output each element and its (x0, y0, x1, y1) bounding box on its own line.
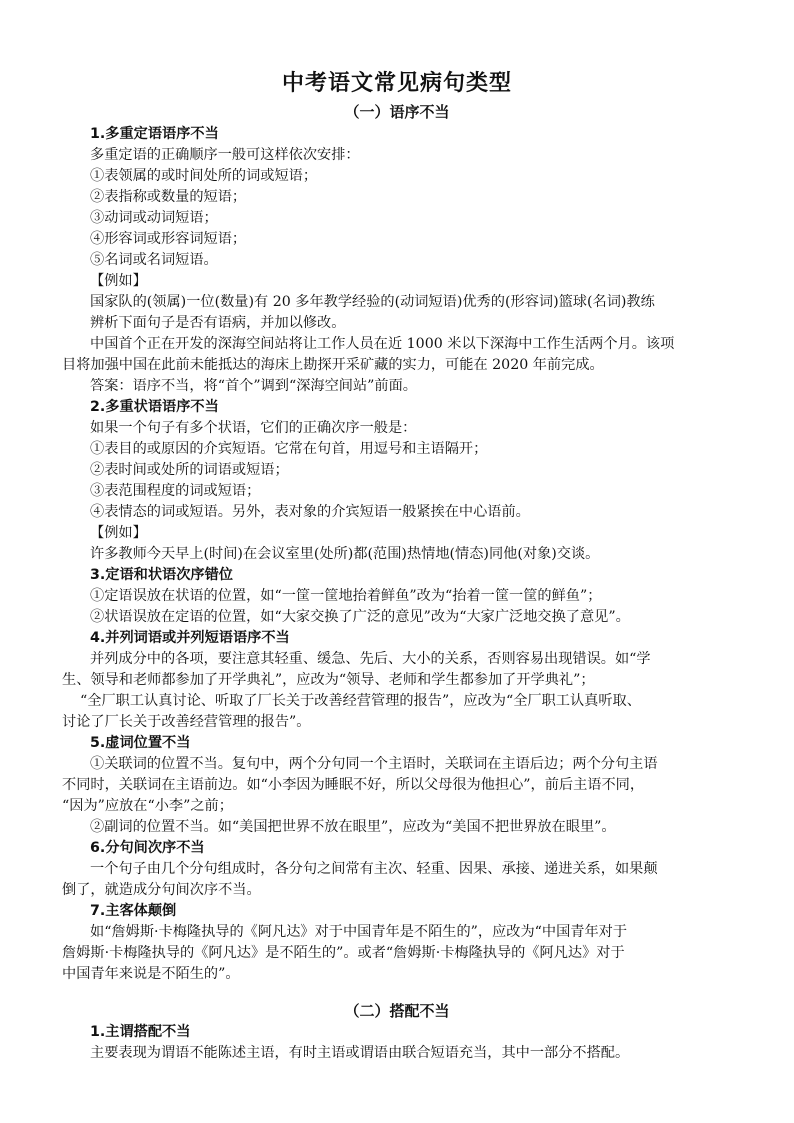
text-line: 倒了，就造成分句间次序不当。 (62, 882, 261, 898)
subheading: 3.定语和状语次序错位 (90, 567, 233, 583)
subheading: 6.分句间次序不当 (90, 840, 205, 856)
subheading: 2.多重状语语序不当 (90, 399, 219, 415)
list-item: ①表目的或原因的介宾短语。它常在句首，用逗号和主语隔开； (90, 441, 488, 457)
list-item: ②表指称或数量的短语； (90, 189, 247, 205)
text-line: 主要表现为谓语不能陈述主语，有时主语或谓语由联合短语充当，其中一部分不搭配。 (90, 1045, 630, 1061)
list-item: ①表领属的或时间处所的词或短语； (90, 168, 318, 184)
example-label: 【例如】 (90, 525, 147, 541)
text-line: 中国青年来说是不陌生的”。 (62, 966, 240, 982)
list-item: ②状语误放在定语的位置，如“大家交换了广泛的意见”改为“大家广泛地交换了意见”。 (90, 609, 630, 625)
text-line: 辨析下面句子是否有语病，并加以修改。 (90, 315, 346, 331)
text-line: 多重定语的正确顺序一般可这样依次安排： (90, 147, 360, 163)
list-item: ③表范围程度的词或短语； (90, 483, 261, 499)
list-item: ①关联词的位置不当。复句中，两个分句同一个主语时，关联词在主语后边；两个分句主语 (90, 756, 658, 772)
list-item: ④形容词或形容词短语； (90, 231, 247, 247)
text-line: 答案：语序不当，将“首个”调到“深海空间站”前面。 (90, 378, 417, 394)
section-heading-collocation: （二）搭配不当 (344, 1002, 450, 1020)
list-item: ⑤名词或名词短语。 (90, 252, 218, 268)
subheading: 7.主客体颠倒 (90, 903, 177, 919)
text-line: 并列成分中的各项，要注意其轻重、缓急、先后、大小的关系，否则容易出现错误。如“学 (90, 651, 651, 667)
text-line: 如“詹姆斯·卡梅隆执导的《阿凡达》对于中国青年是不陌生的”，应改为“中国青年对于 (90, 924, 628, 940)
text-line: 许多教师今天早上(时间)在会议室里(处所)都(范围)热情地(情态)同他(对象)交谈。 (90, 546, 600, 562)
list-item: ②表时间或处所的词语或短语； (90, 462, 289, 478)
list-item: ③动词或动词短语； (90, 210, 218, 226)
example-label: 【例如】 (90, 273, 147, 289)
subheading: 1.多重定语语序不当 (90, 126, 219, 142)
subheading: 4.并列词语或并列短语语序不当 (90, 630, 290, 646)
list-item: ②副词的位置不当。如“美国把世界不放在眼里”，应改为“美国不把世界放在眼里”。 (90, 819, 616, 835)
subheading: 5.虚词位置不当 (90, 735, 191, 751)
section-heading-word-order: （一）语序不当 (344, 103, 450, 121)
list-item: ④表情态的词或短语。另外，表对象的介宾短语一般紧挨在中心语前。 (90, 504, 530, 520)
text-line: 讨论了厂长关于改善经营管理的报告”。 (62, 714, 311, 730)
text-line: 詹姆斯·卡梅隆执导的《阿凡达》是不陌生的”。或者“詹姆斯·卡梅隆执导的《阿凡达》对于 (62, 945, 625, 961)
text-line: “全厂职工认真讨论、听取了厂长关于改善经营管理的报告”，应改为“全厂职工认真听取、 (80, 693, 641, 709)
subheading: 1.主谓搭配不当 (90, 1024, 191, 1040)
text-line: “因为”应放在“小李”之前； (62, 798, 233, 814)
text-line: 中国首个正在开发的深海空间站将让工作人员在近 1000 米以下深海中工作生活两个月。该项 (90, 336, 675, 352)
text-line: 如果一个句子有多个状语，它们的正确次序一般是： (90, 420, 417, 436)
text-line: 一个句子由几个分句组成时，各分句之间常有主次、轻重、因果、承接、递进关系，如果颠 (90, 861, 658, 877)
text-line: 目将加强中国在此前未能抵达的海床上勘探开采矿藏的实力，可能在 2020 年前完成。 (62, 357, 604, 373)
page-title: 中考语文常见病句类型 (281, 71, 512, 96)
text-line: 不同时，关联词在主语前边。如“小李因为睡眠不好，所以父母很为他担心”，前后主语不同， (62, 777, 645, 793)
list-item: ①定语误放在状语的位置，如“一筐一筐地抬着鲜鱼”改为“抬着一筐一筐的鲜鱼”； (90, 588, 602, 604)
text-line: 国家队的(领属)一位(数量)有 20 多年教学经验的(动词短语)优秀的(形容词)篮球(名词)教练 (90, 294, 655, 310)
text-line: 生、领导和老师都参加了开学典礼”，应改为“领导、老师和学生都参加了开学典礼”； (62, 672, 595, 688)
